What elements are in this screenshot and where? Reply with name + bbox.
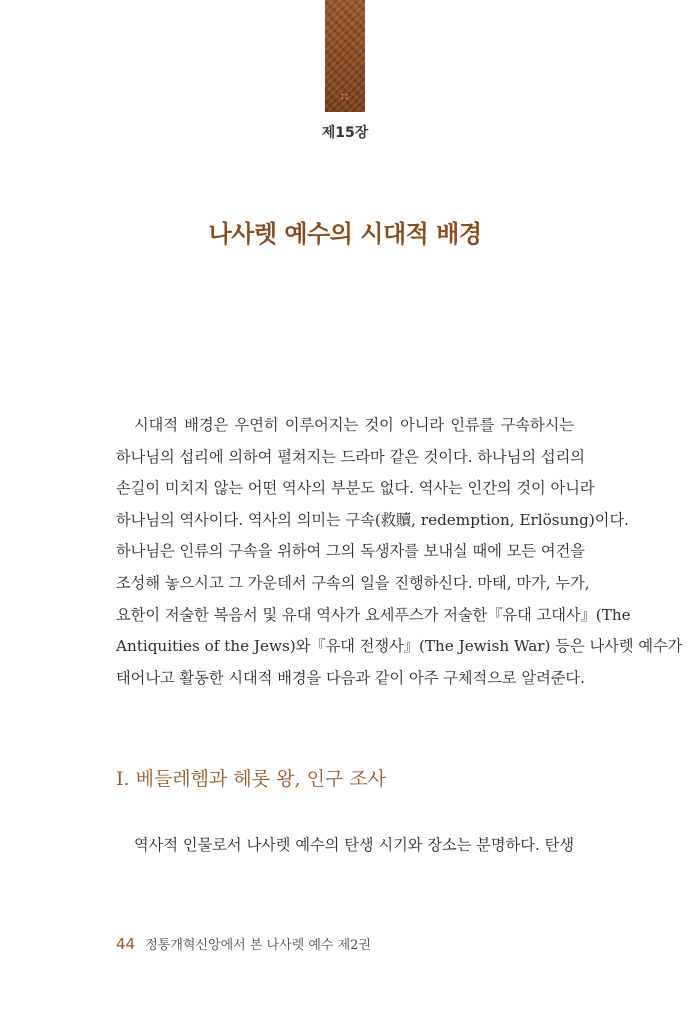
paragraph-line: 하나님의 섭리에 의하여 펼쳐지는 드라마 같은 것이다. 하나님의 섭리의: [116, 447, 585, 466]
paragraph-line: 요한이 저술한 복음서 및 유대 역사가 요세푸스가 저술한『유대 고대사』(The: [116, 605, 631, 624]
paragraph-line: 태어나고 활동한 시대적 배경을 다음과 같이 아주 구체적으로 알려준다.: [116, 668, 585, 687]
paragraph-line: 하나님은 인류의 구속을 위하여 그의 독생자를 보내실 때에 모든 여건을: [116, 542, 585, 561]
chapter-label: 제15장: [321, 125, 369, 141]
ribbon-ornament: ::: [340, 91, 350, 102]
paragraph-line: 손길이 미치지 않는 어떤 역사의 부분도 없다. 역사는 인간의 것이 아니라: [116, 479, 595, 498]
section-paragraph: [116, 830, 574, 862]
book-title: 정통개혁신앙에서 본 나사렛 예수 제2권: [145, 938, 371, 953]
chapter-ribbon: [325, 0, 365, 112]
paragraph-line: 시대적 배경은 우연히 이루어지는 것이 아니라 인류를 구속하시는: [134, 416, 574, 434]
section-heading: I. 베들레헴과 헤롯 왕, 인구 조사: [116, 768, 387, 790]
chapter-title: 나사렛 예수의 시대적 배경: [208, 220, 482, 249]
page-number: 44: [116, 935, 136, 953]
page-footer: [116, 934, 371, 953]
paragraph-line: 조성해 놓으시고 그 가운데서 구속의 일을 진행하신다. 마태, 마가, 누가,: [116, 573, 590, 592]
paragraph-line: Antiquities of the Jews)와『유대 전쟁사』(The Jewish War) 등은 나사렛 예수가: [116, 637, 683, 656]
paragraph-line: 하나님의 역사이다. 역사의 의미는 구속(救贖, redemption, Erlösung)이다.: [116, 510, 629, 529]
intro-paragraph: [116, 410, 683, 694]
paragraph-line: 역사적 인물로서 나사렛 예수의 탄생 시기와 장소는 분명하다. 탄생: [134, 836, 574, 854]
